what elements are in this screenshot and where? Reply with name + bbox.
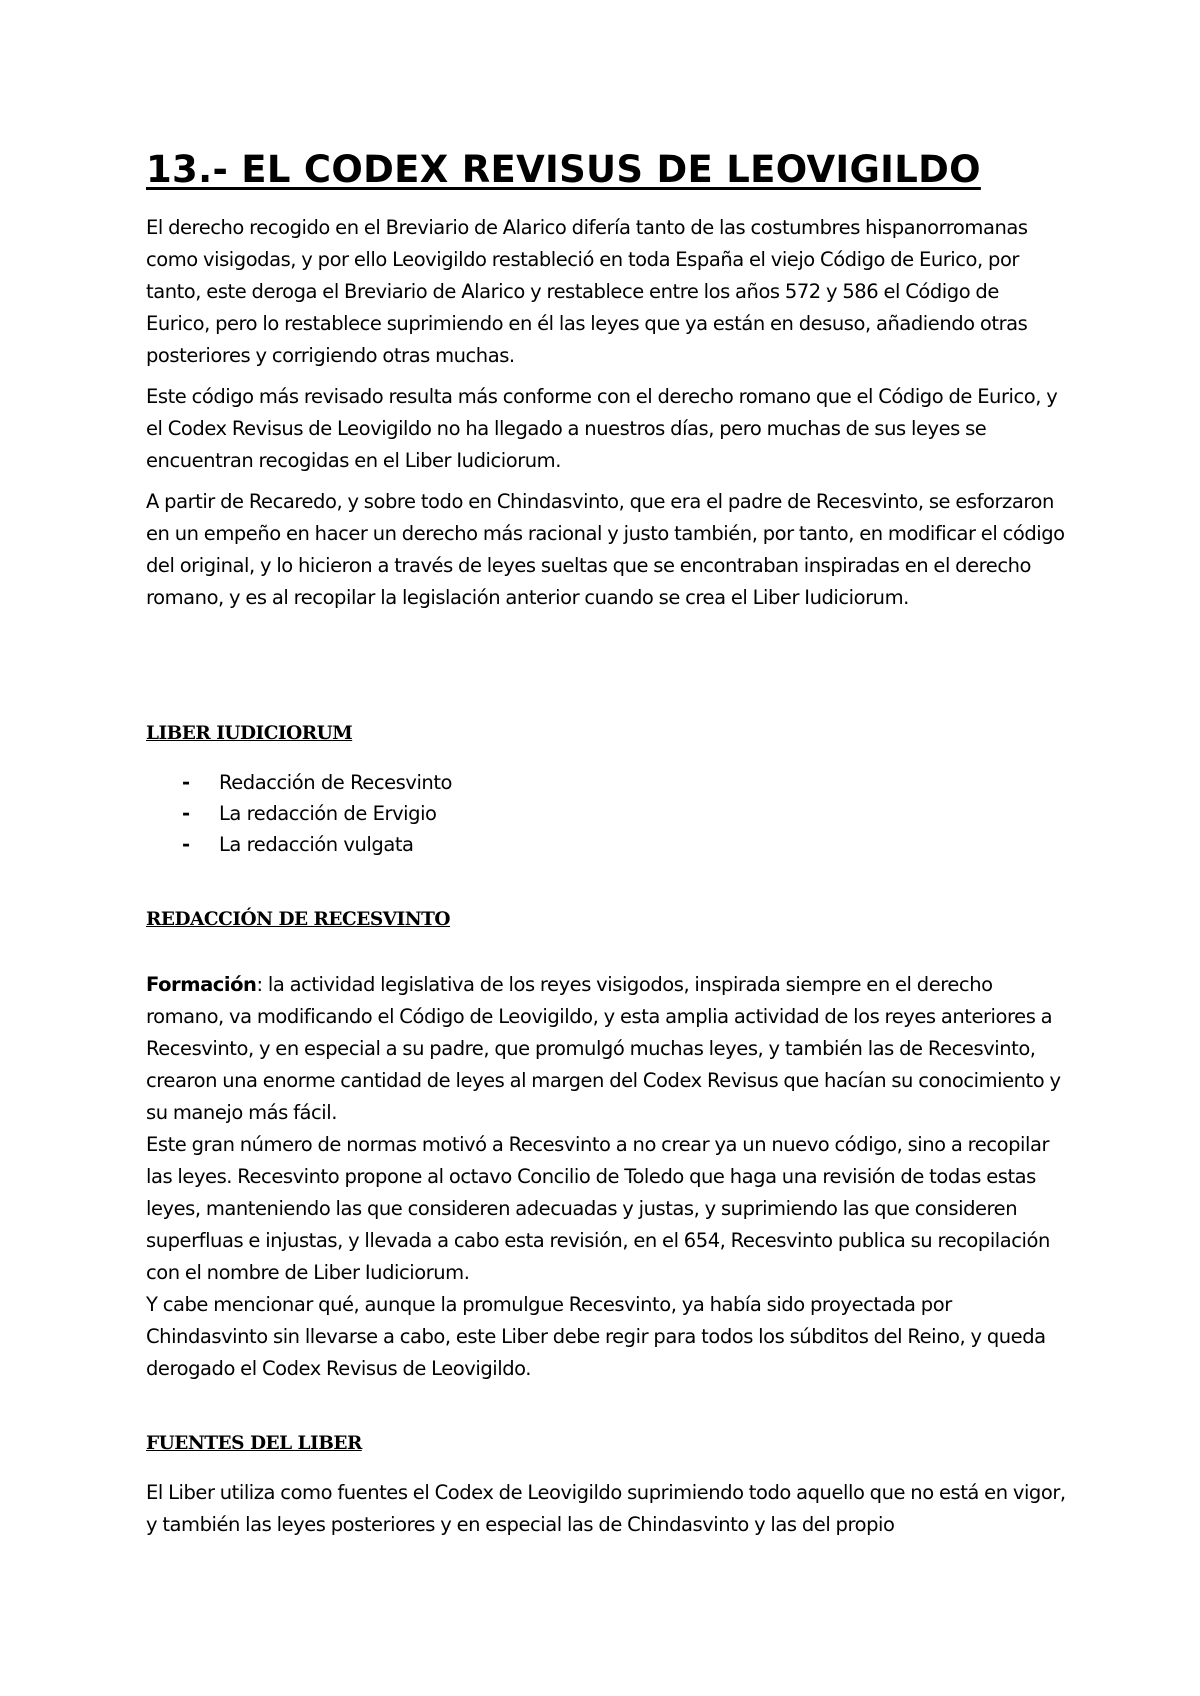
intro-paragraph-2: Este código más revisado resulta más conforme con el derecho romano que el Código de Eurico, y el Codex Revisus de Leovigildo no ha llegado a nuestros días, pero muchas de sus leyes se encuentran recogidas en el Liber Iudiciorum. [146, 385, 1058, 472]
document-title: 13.- EL CODEX REVISUS DE LEOVIGILDO [146, 148, 981, 191]
dash-bullet: - [182, 802, 190, 825]
liber-iudiciorum-heading: LIBER IUDICIORUM [146, 723, 353, 744]
intro-paragraph-1: El derecho recogido en el Breviario de Alarico difería tanto de las costumbres hispanorromanas como visigodas, y por ello Leovigildo restableció en toda España el viejo Código de Eurico, por tanto, este deroga el Breviario de Alarico y restablece entre los años 572 y 586 el Código de Eurico, pero lo restablece suprimiendo en él las leyes que ya están en desuso, añadiendo otras posteriores y corrigiendo otras muchas. [146, 216, 1028, 367]
intro-paragraph-3: A partir de Recaredo, y sobre todo en Chindasvinto, que era el padre de Recesvinto, se esforzaron en un empeño en hacer un derecho más racional y justo también, por tanto, en modificar el código del original, y lo hicieron a través de leyes sueltas que se encontraban inspiradas en el derecho romano, y es al recopilar la legislación anterior cuando se crea el Liber Iudiciorum. [146, 490, 1065, 609]
list-item [146, 798, 452, 829]
recesvinto-heading: REDACCIÓN DE RECESVINTO [146, 909, 450, 930]
formacion-label: Formación [146, 973, 257, 996]
list-item [146, 829, 452, 860]
formacion-paragraph [146, 969, 1066, 1129]
recesvinto-paragraph-2: Y cabe mencionar qué, aunque la promulgue Recesvinto, ya había sido proyectada por Chindasvinto sin llevarse a cabo, este Liber debe regir para todos los súbditos del Reino, y queda derogado el Codex Revisus de Leovigildo. [146, 1293, 1046, 1380]
dash-bullet: - [182, 833, 190, 856]
fuentes-heading: FUENTES DEL LIBER [146, 1433, 362, 1454]
intro-section [146, 212, 1066, 614]
dash-bullet: - [182, 771, 190, 794]
recesvinto-section [146, 969, 1066, 1385]
list-item-text: La redacción vulgata [219, 833, 414, 856]
formacion-text: : la actividad legislativa de los reyes visigodos, inspirada siempre en el derecho romano, va modificando el Código de Leovigildo, y esta amplia actividad de los reyes anteriores a Recesvinto, y en especial a su padre, que promulgó muchas leyes, y también las de Recesvinto, crearon una enorme cantidad de leyes al margen del Codex Revisus que hacían su conocimiento y su manejo más fácil. [146, 973, 1061, 1124]
list-item-text: La redacción de Ervigio [219, 802, 437, 825]
recesvinto-paragraph-1: Este gran número de normas motivó a Recesvinto a no crear ya un nuevo código, sino a recopilar las leyes. Recesvinto propone al octavo Concilio de Toledo que haga una revisión de todas estas leyes, manteniendo las que consideren adecuadas y justas, y suprimiendo las que consideren superfluas e injustas, y llevada a cabo esta revisión, en el 654, Recesvinto publica su recopilación con el nombre de Liber Iudiciorum. [146, 1133, 1050, 1284]
fuentes-section [146, 1477, 1066, 1541]
list-item [146, 767, 452, 798]
liber-redactions-list [146, 767, 452, 860]
list-item-text: Redacción de Recesvinto [219, 771, 453, 794]
fuentes-paragraph: El Liber utiliza como fuentes el Codex de Leovigildo suprimiendo todo aquello que no está en vigor, y también las leyes posteriores y en especial las de Chindasvinto y las del propio [146, 1481, 1066, 1536]
